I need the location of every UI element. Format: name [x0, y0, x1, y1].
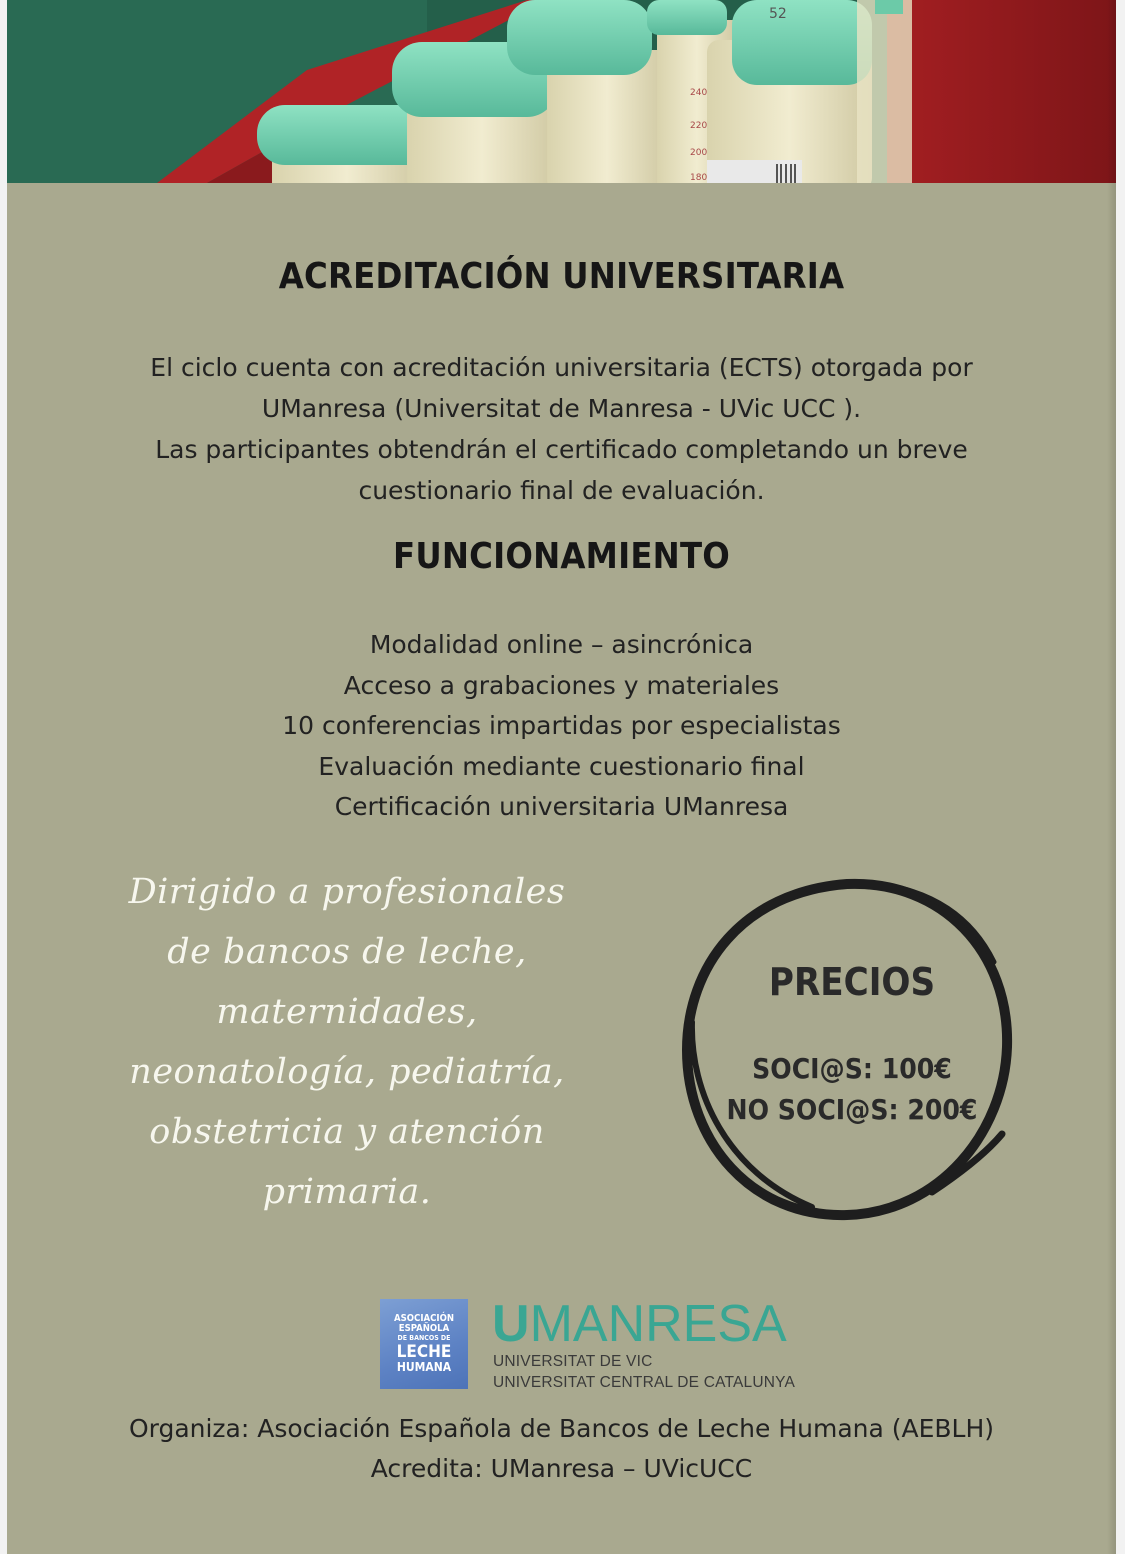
audience-text [92, 862, 602, 1222]
logo-line: ASOCIACIÓN [394, 1313, 454, 1324]
operation-heading: FUNCIONAMIENTO [393, 536, 730, 577]
page-edge-shadow [1107, 0, 1116, 1554]
umanresa-subtitle: UNIVERSITAT DE VIC [493, 1353, 653, 1370]
text-line: El ciclo cuenta con acreditación universitaria (ECTS) otorgada por [150, 353, 973, 382]
audience-line: primaria. [262, 1172, 432, 1212]
scale-mark: 180 [690, 173, 708, 183]
footer-acredita: Acredita: UManresa – UVicUCC [370, 1454, 753, 1483]
logo-line: HUMANA [396, 1360, 452, 1374]
scale-mark: 240 [690, 88, 708, 98]
scale-mark: 200 [690, 148, 708, 158]
audience-line: de bancos de leche, [167, 932, 527, 972]
list-item: Acceso a grabaciones y materiales [343, 670, 780, 700]
umanresa-word: MANRESA [529, 1295, 787, 1353]
audience-line: neonatología, pediatría, [129, 1052, 565, 1092]
price-non-members: NO SOCI@S: 200€ [726, 1093, 978, 1126]
list-item: Evaluación mediante cuestionario final [318, 751, 805, 781]
audience-line: obstetricia y atención [149, 1112, 545, 1152]
logo-line: DE BANCOS DE [397, 1334, 451, 1342]
footer [7, 1409, 1116, 1489]
bottle-number: 52 [769, 6, 787, 22]
text-line: cuestionario final de evaluación. [358, 476, 765, 505]
aeblh-logo [380, 1299, 468, 1389]
audience-line: maternidades, [216, 992, 478, 1032]
header-photo [7, 0, 1116, 183]
text-line: UManresa (Universitat de Manresa - UVic UCC ). [261, 394, 862, 423]
umanresa-logo [492, 1296, 812, 1391]
scale-mark: 220 [690, 121, 708, 131]
umanresa-subtitle: UNIVERSITAT CENTRAL DE CATALUNYA [493, 1374, 796, 1391]
footer-organiza: Organiza: Asociación Española de Bancos de Leche Humana (AEBLH) [128, 1414, 995, 1443]
list-item: Modalidad online – asincrónica [369, 630, 754, 659]
price-members: SOCI@S: 100€ [752, 1052, 952, 1085]
operation-list [7, 625, 1116, 828]
brush-circle-icon [672, 872, 1017, 1227]
audience-line: Dirigido a profesionales [128, 872, 566, 912]
umanresa-u: U [492, 1295, 530, 1353]
prices-badge [672, 872, 1017, 1227]
milk-bottles-illustration [7, 0, 1116, 183]
text-line: Las participantes obtendrán el certificado completando un breve [155, 435, 968, 464]
prices-title: PRECIOS [768, 960, 936, 1004]
logo-line: ESPAÑOLA [398, 1323, 450, 1334]
list-item: 10 conferencias impartidas por especialistas [282, 711, 841, 740]
list-item: Certificación universitaria UManresa [334, 792, 789, 821]
accreditation-heading: ACREDITACIÓN UNIVERSITARIA [278, 256, 845, 297]
accreditation-text [67, 347, 1056, 511]
flyer [7, 0, 1116, 1554]
logo-line: LECHE [396, 1342, 452, 1362]
umanresa-wordmark [492, 1294, 787, 1354]
